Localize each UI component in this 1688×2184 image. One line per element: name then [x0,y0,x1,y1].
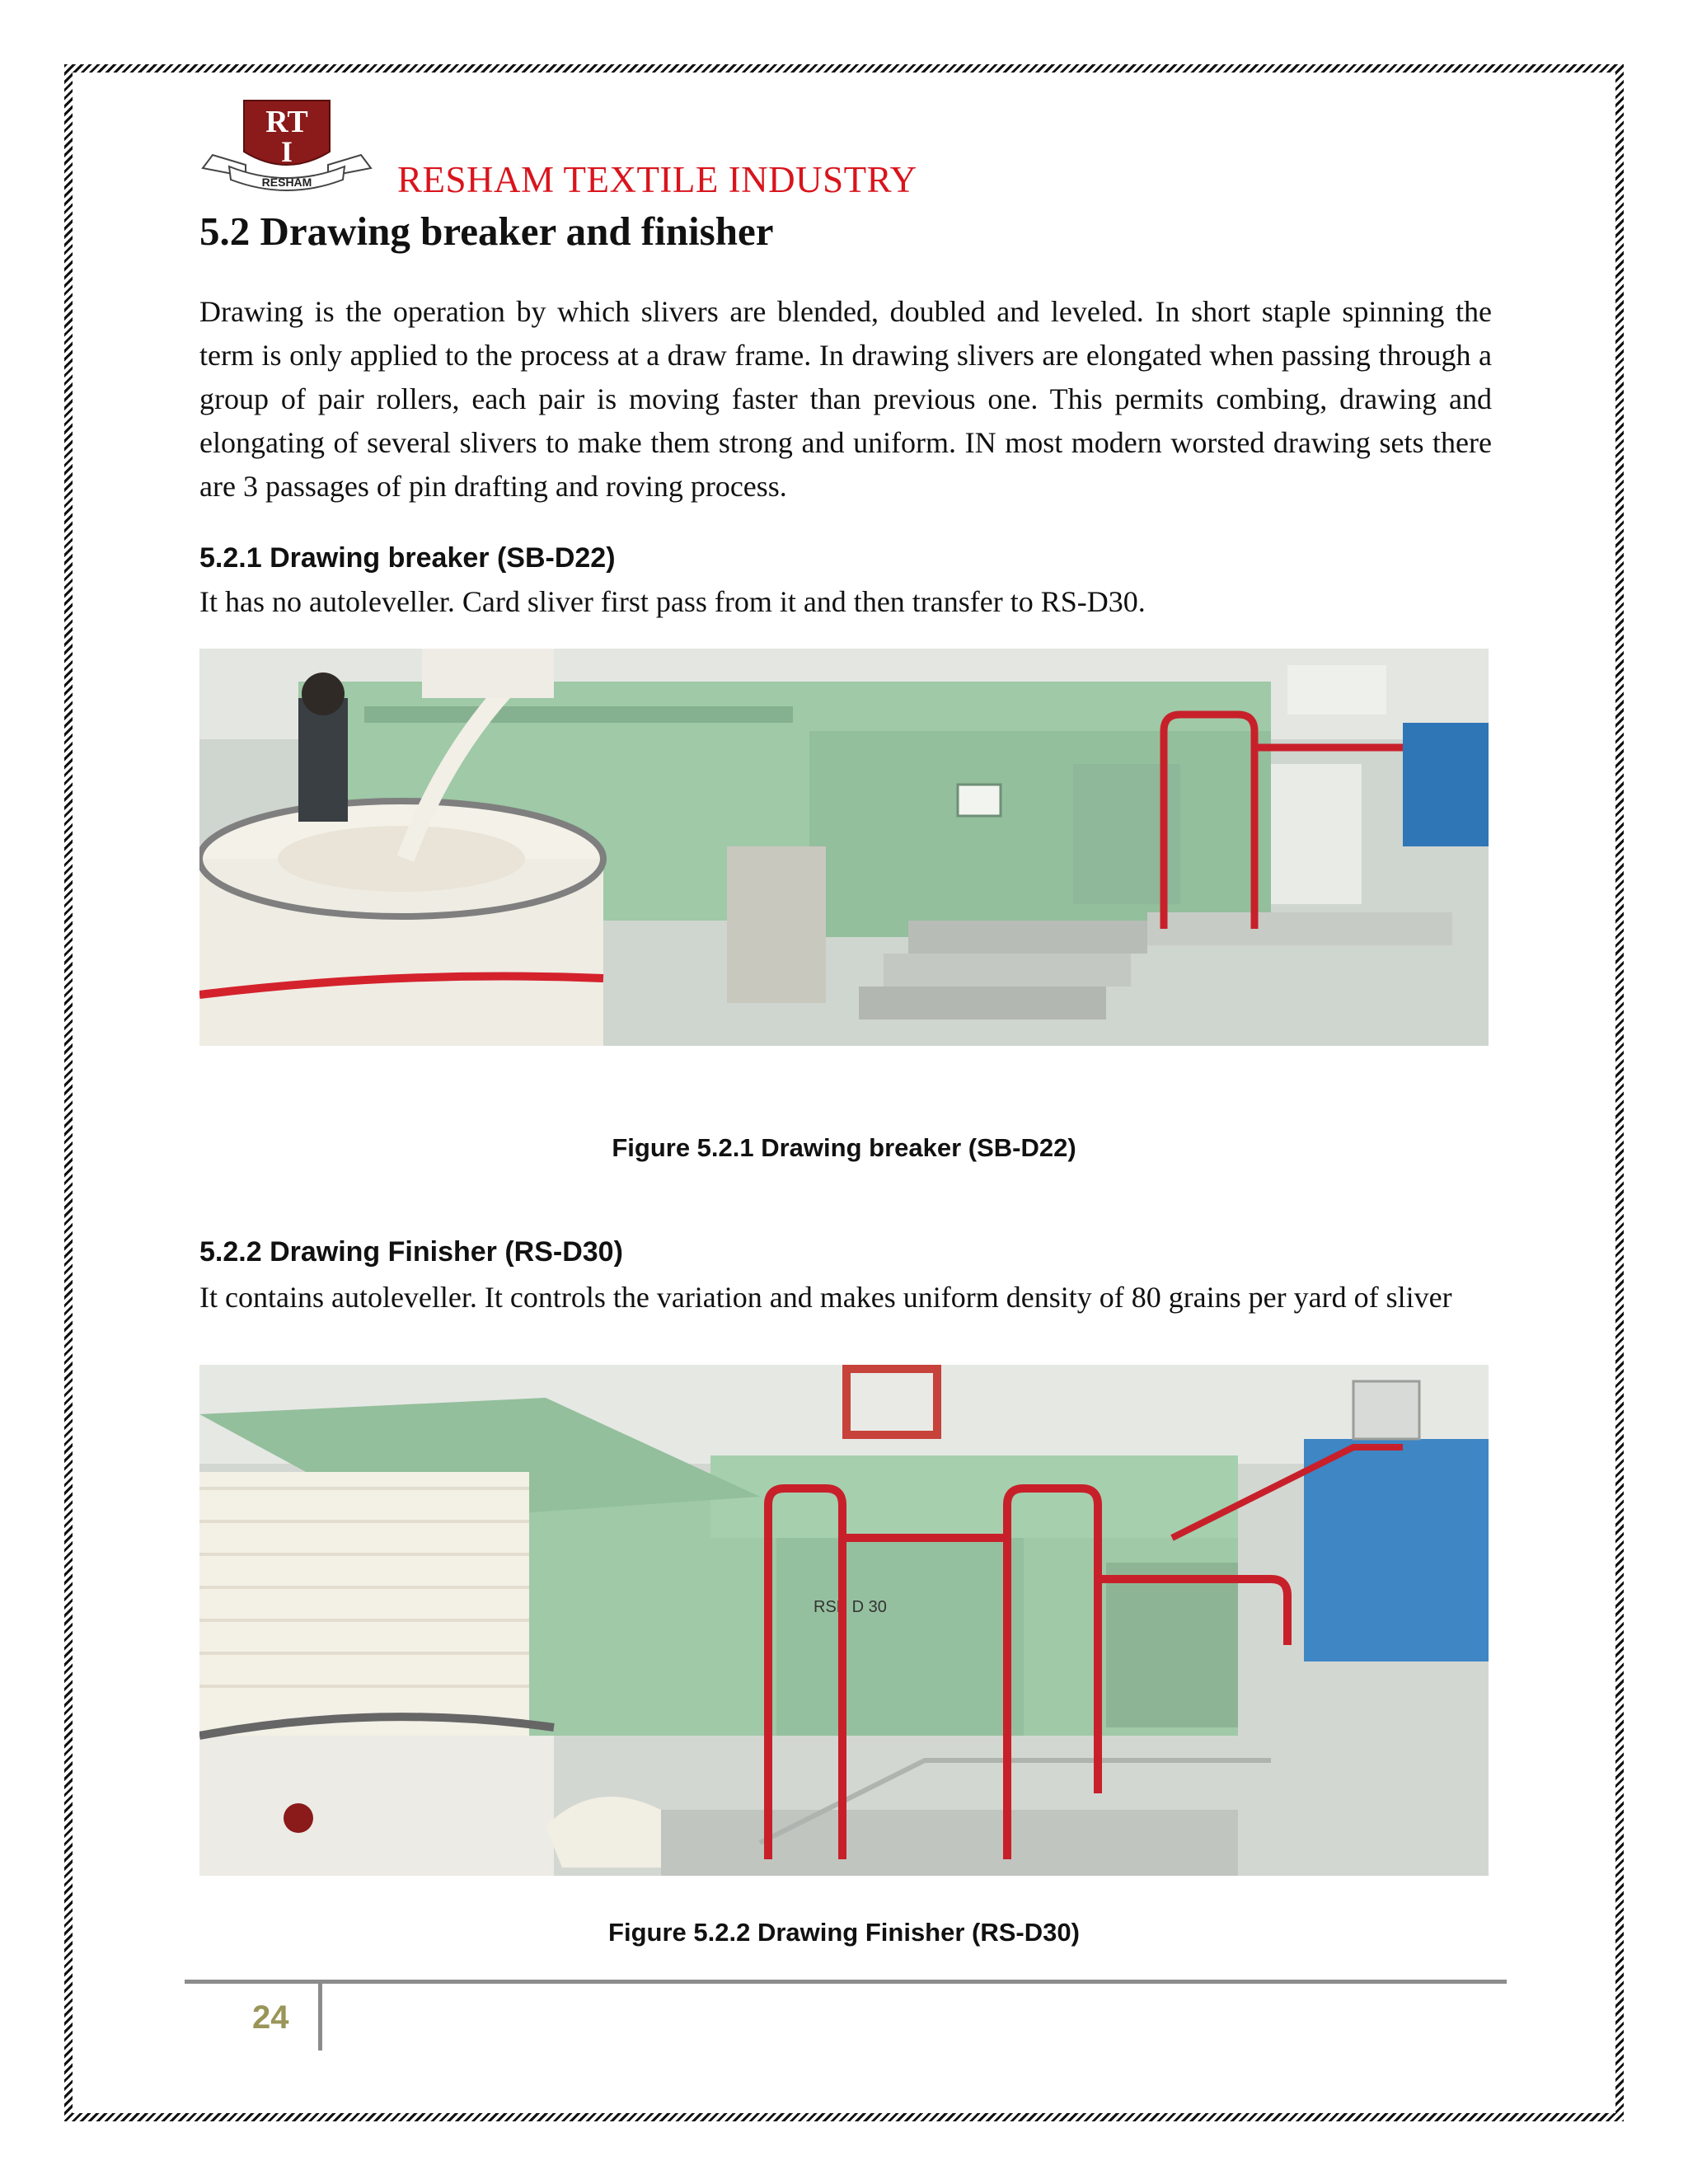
page-number: 24 [252,1999,289,2036]
breaker-heading: 5.2.1 Drawing breaker (SB-D22) [199,542,616,574]
svg-text:RT: RT [265,105,308,139]
company-name: RESHAM TEXTILE INDUSTRY [397,159,917,200]
figure-5-2-1-caption: Figure 5.2.1 Drawing breaker (SB-D22) [612,1133,1076,1162]
drawing-finisher-photo [199,1365,1489,1876]
footer-divider [318,1981,322,2050]
section-title: 5.2 Drawing breaker and finisher [199,209,774,254]
figure-5-2-2-caption: Figure 5.2.2 Drawing Finisher (RS-D30) [608,1918,1080,1947]
svg-text:RESHAM: RESHAM [261,176,312,189]
finisher-description: It contains autoleveller. It controls the variation and makes uniform density of 80 grains per yard of sliver [199,1281,1452,1314]
breaker-description: It has no autoleveller. Card sliver first pass from it and then transfer to RS-D30. [199,585,1146,618]
finisher-heading: 5.2.2 Drawing Finisher (RS-D30) [199,1236,623,1268]
footer-rule [185,1980,1507,1984]
svg-text:I: I [280,135,293,168]
intro-paragraph: Drawing is the operation by which slivers are blended, doubled and leveled. In short staple spinning the term is only applied to the process at a draw frame. In drawing slivers are elongated when passing through a group of pair rollers, each pair is moving faster than previous one. This permits combing, drawing and elongating of several slivers to make them strong and uniform. IN most modern worsted drawing sets there are 3 passages of pin drafting and roving process. [199,295,1492,503]
drawing-breaker-photo [199,649,1489,1046]
company-logo [196,97,377,196]
svg-text:RSB D 30: RSB D 30 [814,1598,887,1616]
